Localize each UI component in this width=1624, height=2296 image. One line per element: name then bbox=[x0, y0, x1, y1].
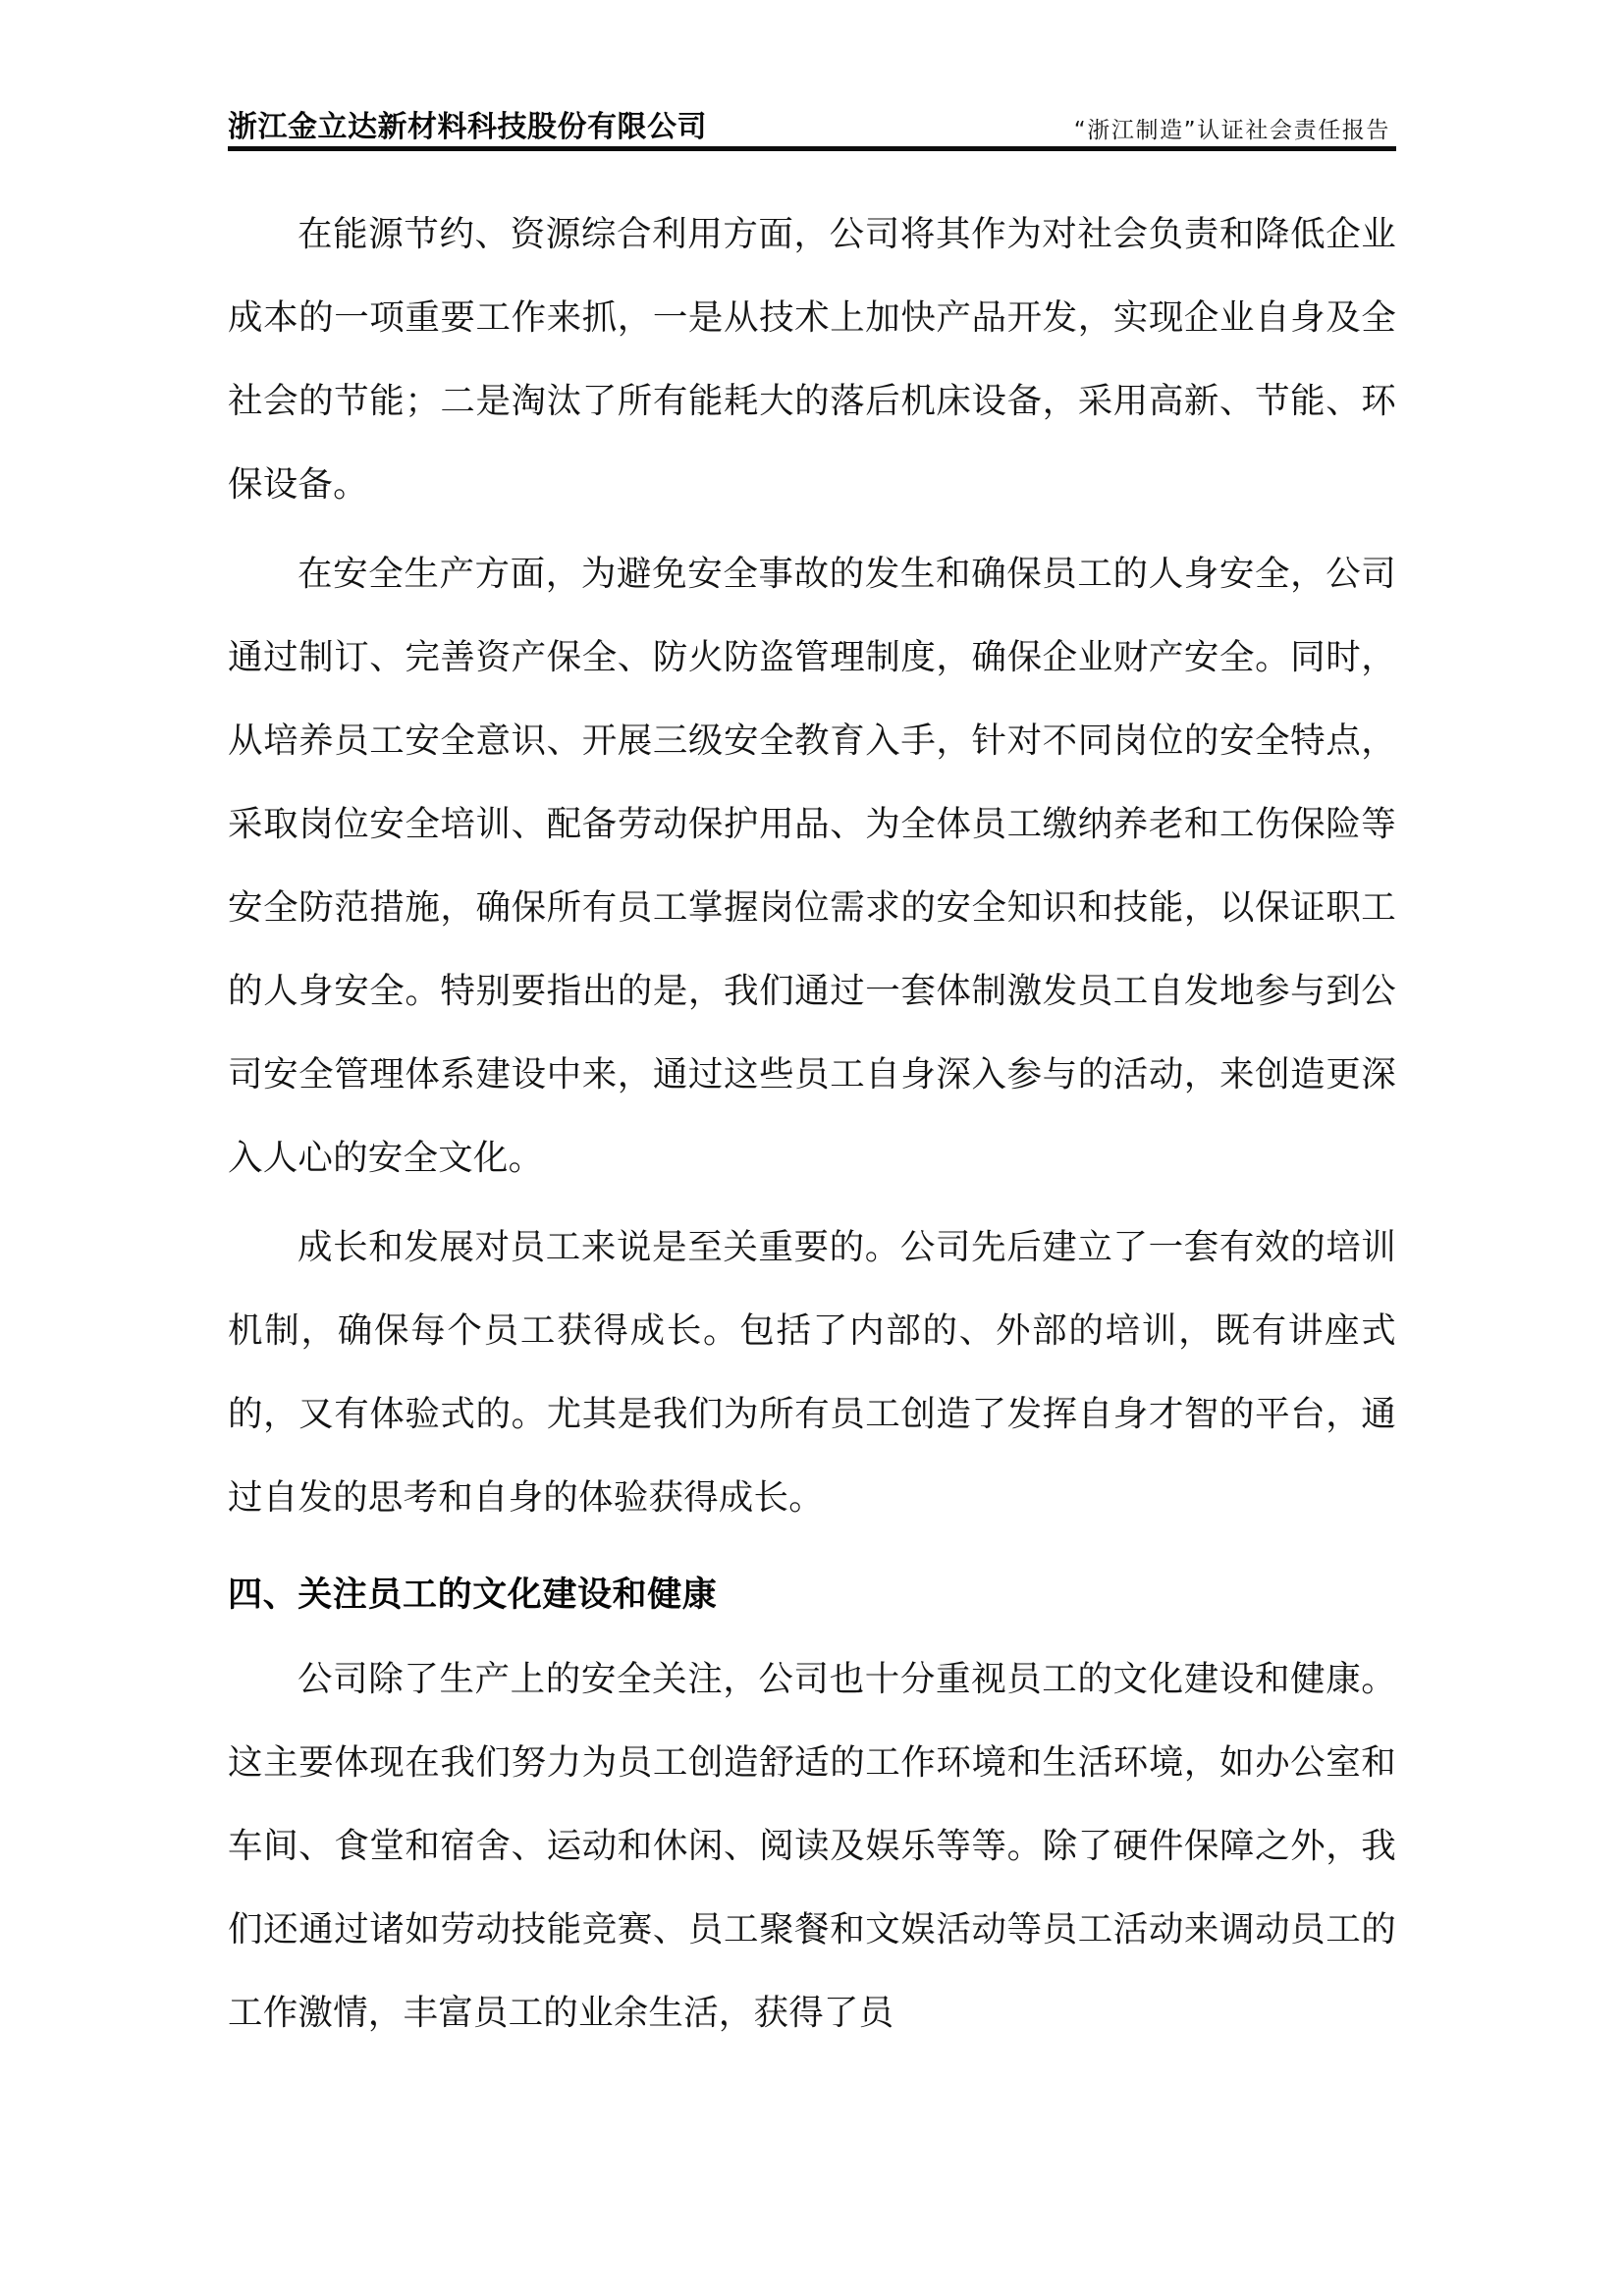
header-company-name: 浙江金立达新材料科技股份有限公司 bbox=[228, 109, 707, 144]
running-header bbox=[228, 90, 1396, 151]
body-text-column bbox=[228, 192, 1396, 2055]
section-heading: 四、关注员工的文化建设和健康 bbox=[228, 1575, 718, 1615]
body-paragraph: 成长和发展对员工来说是至关重要的。公司先后建立了一套有效的培训机制，确保每个员工获得成长。包括了内部的、外部的培训，既有讲座式的，又有体验式的。尤其是我们为所有员工创造了发挥自身才智的平台，通过自发的思考和自身的体验获得成长。 bbox=[228, 1227, 1396, 1518]
body-paragraph: 公司除了生产上的安全关注，公司也十分重视员工的文化建设和健康。这主要体现在我们努力为员工创造舒适的工作环境和生活环境，如办公室和车间、食堂和宿舍、运动和休闲、阅读及娱乐等等。除了硬件保障之外，我们还通过诸如劳动技能竞赛、员工聚餐和文娱活动等员工活动来调动员工的工作激情，丰富员工的业余生活，获得了员 bbox=[228, 1659, 1396, 2033]
body-paragraph: 在能源节约、资源综合利用方面，公司将其作为对社会负责和降低企业成本的一项重要工作来抓，一是从技术上加快产品开发，实现企业自身及全社会的节能；二是淘汰了所有能耗大的落后机床设备，采用高新、节能、环保设备。 bbox=[228, 214, 1396, 505]
header-report-title: “浙江制造”认证社会责任报告 bbox=[1073, 117, 1390, 143]
body-paragraph: 在安全生产方面，为避免安全事故的发生和确保员工的人身安全，公司通过制订、完善资产保全、防火防盗管理制度，确保企业财产安全。同时，从培养员工安全意识、开展三级安全教育入手，针对不同岗位的安全特点，采取岗位安全培训、配备劳动保护用品、为全体员工缴纳养老和工伤保险等安全防范措施，确保所有员工掌握岗位需求的安全知识和技能，以保证职工的人身安全。特别要指出的是，我们通过一套体制激发员工自发地参与到公司安全管理体系建设中来，通过这些员工自身深入参与的活动，来创造更深入人心的安全文化。 bbox=[228, 554, 1396, 1178]
